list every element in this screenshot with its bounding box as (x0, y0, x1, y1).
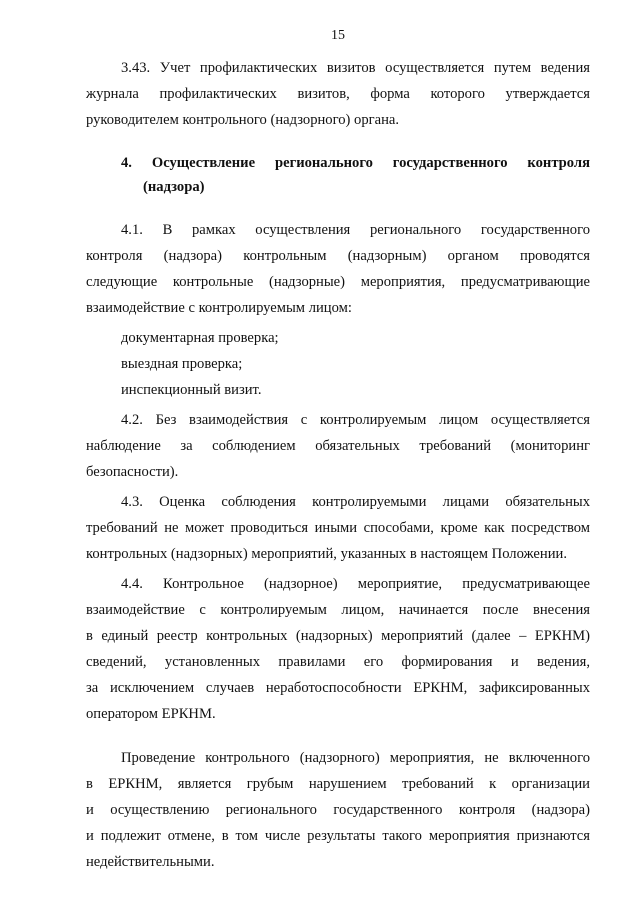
text-line: следующие контрольные (надзорные) мероприятия, предусматривающие (86, 274, 590, 290)
text-line: журнала профилактических визитов, форма которого утверждается (86, 86, 590, 102)
text-line: контрольных (надзорных) мероприятий, указанных в настоящем Положении. (86, 546, 567, 562)
text-line: 4.3. Оценка соблюдения контролируемыми лицами обязательных (121, 494, 590, 510)
paragraph-4-4 (86, 571, 590, 727)
paragraph-3-43 (86, 55, 590, 133)
text-line: 4.1. В рамках осуществления регионального государственного (121, 222, 590, 238)
text-line: 4.2. Без взаимодействия с контролируемым лицом осуществляется (121, 412, 590, 428)
text-line: требований не может проводиться иными способами, кроме как посредством (86, 520, 590, 536)
text-line: сведений, установленных правилами его формирования и ведения, (86, 654, 590, 670)
text-line: руководителем контрольного (надзорного) органа. (86, 112, 400, 128)
text-line: взаимодействие с контролируемым лицом, начинается после внесения (86, 602, 590, 618)
text-line: наблюдение за соблюдением обязательных требований (мониторинг (86, 438, 590, 454)
heading-line: (надзора) (143, 179, 205, 195)
paragraph-4-2 (86, 407, 590, 485)
text-line: и осуществлению регионального государственного контроля (надзора) (86, 802, 590, 818)
text-line: безопасности). (86, 464, 179, 480)
text-line: 3.43. Учет профилактических визитов осуществляется путем ведения (121, 60, 590, 76)
paragraph-conduct (86, 745, 590, 875)
document-body (86, 55, 590, 875)
text-line: Проведение контрольного (надзорного) мероприятия, не включенного (121, 750, 590, 766)
list-item: выездная проверка; (121, 356, 243, 372)
page-number: 15 (331, 28, 345, 43)
paragraph-4-3 (86, 489, 590, 567)
section-heading (86, 151, 590, 199)
heading-line: 4. Осуществление регионального государственного контроля (121, 155, 590, 171)
text-line: недействительными. (86, 854, 215, 870)
text-line: и подлежит отмене, в том числе результаты такого мероприятия признаются (86, 828, 590, 844)
text-line: оператором ЕРКНМ. (86, 706, 216, 722)
text-line: в единый реестр контрольных (надзорных) мероприятий (далее – ЕРКНМ) (86, 628, 590, 644)
text-line: контроля (надзора) контрольным (надзорным) органом проводятся (86, 248, 590, 264)
text-line: взаимодействие с контролируемым лицом: (86, 300, 352, 316)
text-line: 4.4. Контрольное (надзорное) мероприятие, предусматривающее (121, 576, 590, 592)
text-line: в ЕРКНМ, является грубым нарушением требований к организации (86, 776, 590, 792)
list-item: инспекционный визит. (121, 382, 262, 398)
paragraph-4-1 (86, 217, 590, 321)
list-item: документарная проверка; (121, 330, 279, 346)
text-line: за исключением случаев неработоспособности ЕРКНМ, зафиксированных (86, 680, 590, 696)
